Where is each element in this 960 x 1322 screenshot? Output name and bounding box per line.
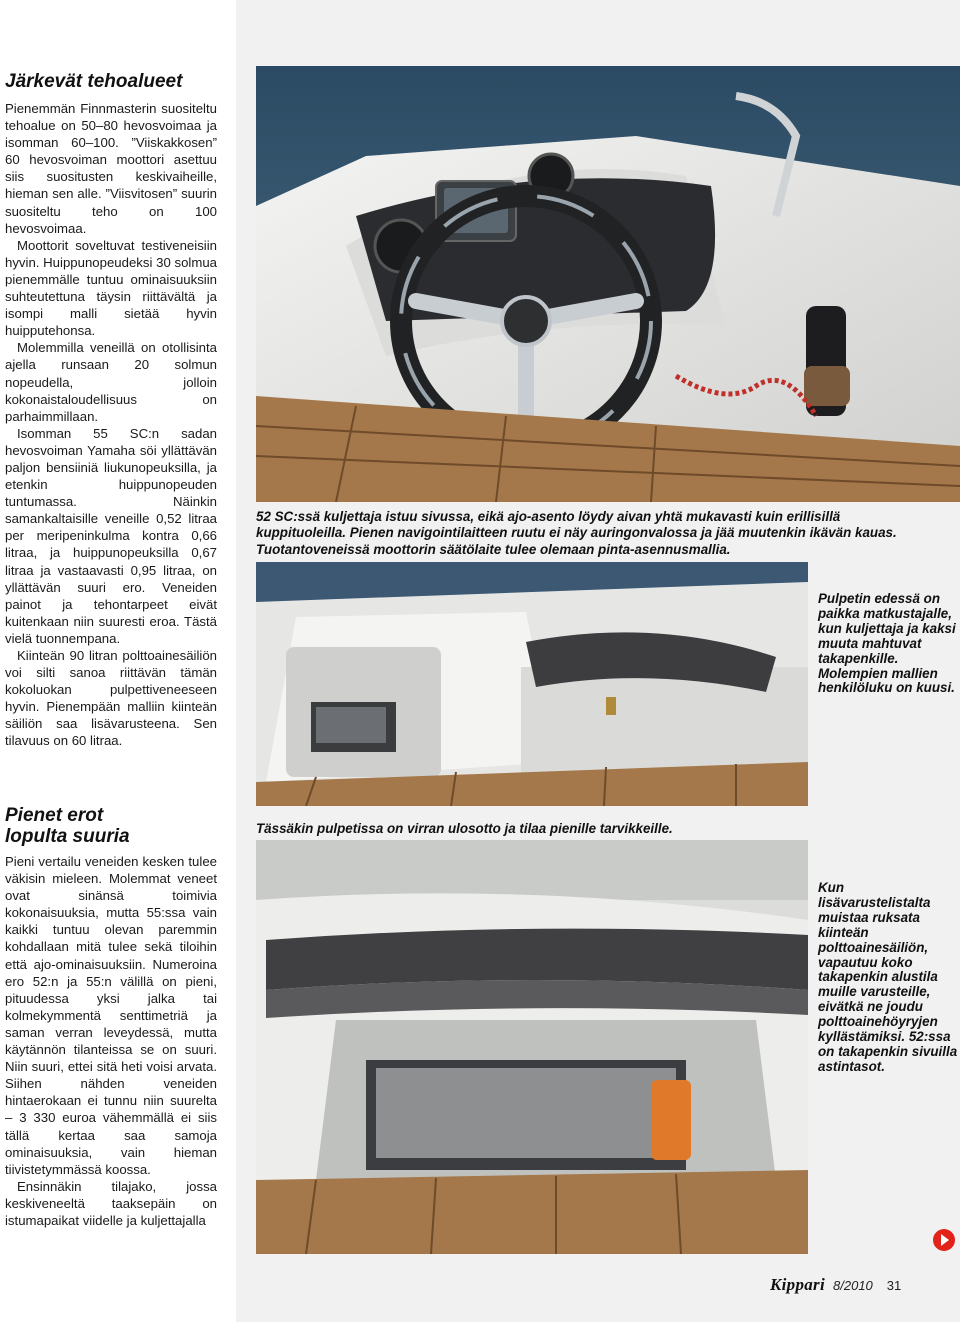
heading-line: Pienet erot xyxy=(5,805,104,826)
photo-helm-steering-wheel xyxy=(256,66,960,502)
continue-arrow-icon xyxy=(933,1229,955,1251)
paragraph: Isomman 55 SC:n sadan hevosvoiman Yamaha söi yllättävän paljon bensiiniä liukunopeuksilla, ja etenkin huippunopeuden tuntumassa. Näinkin samankaltaisille veneille 0,52 litraa per meripeninkulma kontra 0,66 litraa, ja huippunopeuksilla 0,67 litraa ja vastaavasti 0,95 litraa, on yllättävän suuri ero. Veneiden painot ja tehontarpeet eivät kuitenkaan niin suuresti eroa. Tästä vielä tuonnempana. xyxy=(5,425,217,646)
section-body-1 xyxy=(5,100,217,750)
page-footer xyxy=(770,1275,901,1295)
issue-number: 8/2010 xyxy=(833,1278,873,1293)
paragraph: Moottorit soveltuvat testiveneisiin hyvin. Huippunopeudeksi 30 solmua pienemmälle tuntuu ominaisuuksiin suhteutettuna täysin riittävältä ja isompi malli sietää hyvin huipputehonsa. xyxy=(5,237,217,339)
caption-rear-side: Kun lisävarustelistalta muistaa ruksata kiinteän polttoainesäiliön, vapautuu koko takapenkin alustila muille varusteille, eivätkä ne joudu polttoainehöyryjen kyllästämiksi. 52:ssa on takapenkin sivuilla astintasot. xyxy=(818,880,958,1074)
photo-rear-seat-storage xyxy=(256,840,808,1254)
caption-seat-side: Pulpetin edessä on paikka matkustajalle, kun kuljettaja ja kaksi muuta mahtuvat takapenkille. Molempien mallien henkilöluku on kuusi. xyxy=(818,591,956,696)
heading-line: lopulta suuria xyxy=(5,826,130,847)
magazine-logo: Kippari xyxy=(770,1275,826,1294)
caption-console: Tässäkin pulpetissa on virran ulosotto ja tilaa pienille tarvikkeille. xyxy=(256,821,673,836)
paragraph: Pieni vertailu veneiden kesken tulee väkisin mieleen. Molemmat veneet ovat sinänsä toimivia kokonaisuuksia, mutta 55:ssa vain kaikki tuntuu olevan paremmin kohdallaan mitä tulee sekä tiloihin että ajo-ominaisuuksiin. Numeroina ero 52:n ja 55:n välillä on pieni, pituudessa yksi jalka tai kolmekymmentä senttimetriä ja saman verran leveydessä, mutta käytännön tilanteissa se on suuri. Niin suuri, ettei sitä heti voisi arvata. Siihen nähden veneiden hintaerokaan ei tunnu niin suurelta – 3 330 euroa vähemmällä ei siis tällä kertaa saa samoja ominaisuuksia, vain hieman tiivistetymmässä koossa. xyxy=(5,854,217,1177)
paragraph: Ensinnäkin tilajako, jossa keskiveneeltä taaksepäin on istumapaikat viidelle ja kuljettajalla xyxy=(5,1178,217,1228)
paragraph: Molemmilla veneillä on otollisinta ajella runsaan 20 solmun nopeudella, jolloin kokonaistaloudellisuus on parhaimmillaan. xyxy=(5,340,217,424)
page-number: 31 xyxy=(886,1278,902,1293)
paragraph: Pienemmän Finnmasterin suositeltu tehoalue on 50–80 hevosvoimaa ja isomman 60–100. ”Viiskakkosen” 60 hevosvoiman moottori asettuu siis suositusten keskivaiheille, hieman sen alle. ”Viisvitosen” suurin suositeltu teho on 100 hevosvoimaa. xyxy=(5,101,217,236)
section-body-2 xyxy=(5,853,217,1229)
photo-console-storage-seat xyxy=(256,562,808,806)
paragraph: Kiinteän 90 litran polttoainesäiliön voi silti sanoa riittävän tämän kokoluokan pulpettiveneeseen hyvin. Pienempään malliin kiinteän säiliön saa lisävarusteena. Sen tilavuus on 60 litraa. xyxy=(5,648,217,749)
caption-helm: 52 SC:ssä kuljettaja istuu sivussa, eikä ajo-asento löydy aivan yhtä mukavasti kuin erillisillä kuppituoleilla. Pienen navigointilaitteen ruutu ei näy auringonvalossa ja jää muutenkin ikävän kauas. Tuotantoveneissä moottorin säätölaite tulee olemaan pinta-asennusmallia. xyxy=(256,509,897,557)
section-heading-2 xyxy=(5,805,130,847)
section-heading-1 xyxy=(5,71,182,92)
heading-line: Järkevät tehoalueet xyxy=(5,71,183,92)
